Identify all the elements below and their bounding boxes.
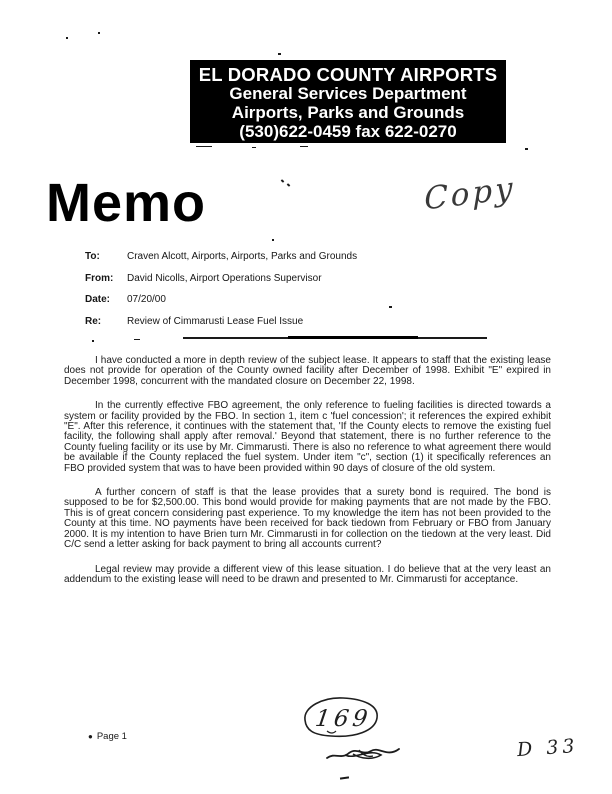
field-to-value: Craven Alcott, Airports, Airports, Parks and Grounds [127, 251, 358, 262]
field-from-value: David Nicolls, Airport Operations Supervisor [127, 272, 322, 284]
paragraph-surety-bond: A further concern of staff is that the lease provides that a surety bond is required. The bond is supposed to be for $2,500.00. This bond would provide for making payments that are not made by the FBO. This is of great concern considering past experience. To my knowledge the item has not been provided to the County at this time. NO payments have been received for back tiedown from February or FBO from January 2000. It is my intention to have Brien turn Mr. Cimmarusti in for collection on the tiedown at the very least. Did C/C send a letter asking for back payment to bring all accounts current? [64, 487, 551, 551]
noise-speck [287, 183, 291, 186]
memo-body [64, 356, 551, 599]
noise-speck [196, 146, 212, 147]
hand-drawn-circle [297, 693, 383, 741]
scribble-strokes [325, 742, 401, 766]
field-to [85, 251, 515, 273]
noise-speck [98, 32, 100, 34]
noise-speck [281, 179, 285, 182]
field-to-label: To: [85, 251, 100, 262]
footer-bullet-icon: ● [88, 732, 93, 741]
letterhead-box [190, 60, 506, 143]
field-re-value: Review of Cimmarusti Lease Fuel Issue [127, 315, 304, 327]
paragraph-fbo-agreement: In the currently effective FBO agreement, the only reference to fueling facilities is directed towards a system or facility provided by the FBO. In section 1, item c 'fuel concession'; it references the expired exhibit "E". After this reference, it continues with the statement that, 'If the County elects to remove the existing fuel facility, the following shall apply after removal.' Beyond that statement, there is no further reference to the County fueling facility or its use by Mr. Cimmarusti. There is also no reference to what agreement there would be available if the County replaced the fuel system. Under item "c", section (1) it specifically references an FBO provided system that was to have been provided within 90 days of closure of the old system. [64, 400, 551, 474]
signature-scribble [325, 742, 401, 771]
noise-speck [300, 146, 308, 147]
noise-speck [66, 37, 68, 39]
noise-speck [278, 53, 281, 55]
field-from-label: From: [85, 272, 114, 284]
letterhead-department: General Services Department [229, 84, 467, 103]
noise-speck [92, 340, 94, 342]
letterhead-phone-fax: (530)622-0459 fax 622-0270 [239, 122, 457, 141]
noise-speck [134, 339, 140, 340]
noise-speck [340, 776, 349, 779]
page-footer [88, 731, 127, 742]
memo-fields [85, 251, 515, 337]
circled-number-text: 169 [313, 706, 374, 732]
handwritten-circled-number [297, 693, 383, 746]
field-from [85, 273, 515, 295]
page-number-label: Page 1 [96, 731, 127, 742]
paragraph-lease-review: I have conducted a more in depth review of the subject lease. It appears to staff that the existing lease does not provide for operation of the County owned facility after December of 1998. Exhibit "E" expired in December 1998, concurrent with the mandated closure on December 22, 1998. [64, 355, 551, 387]
field-re-label: Re: [85, 315, 102, 327]
field-date [85, 294, 515, 316]
noise-speck [272, 239, 274, 241]
noise-speck [389, 306, 392, 308]
letterhead-division: Airports, Parks and Grounds [231, 103, 465, 122]
field-date-label: Date: [85, 294, 111, 305]
header-divider-line-thick [288, 336, 418, 339]
noise-speck [252, 147, 256, 148]
handwritten-corner-mark: D 33 [516, 734, 580, 762]
field-date-value: 07/20/00 [127, 294, 166, 305]
noise-speck [525, 148, 528, 150]
copy-stamp: Copy [424, 170, 516, 218]
paragraph-legal-review: Legal review may provide a different view of this lease situation. I do believe that at the very least an addendum to the existing lease will need to be drawn and presented to Mr. Cimmarusti for acceptance. [64, 563, 551, 585]
memo-title: Memo [46, 173, 207, 233]
letterhead-org-name: EL DORADO COUNTY AIRPORTS [198, 64, 498, 85]
field-re [85, 316, 515, 338]
